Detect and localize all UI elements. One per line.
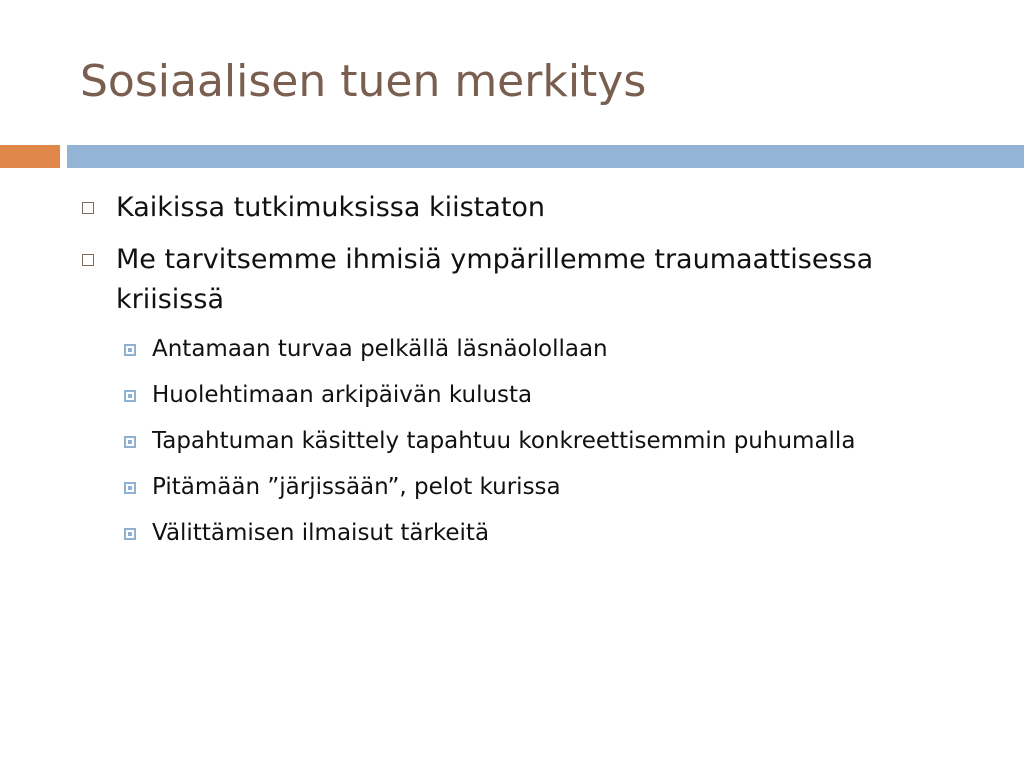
sub-bullet-text: Välittämisen ilmaisut tärkeitä [152,520,490,546]
sub-bullet-item [0,516,892,550]
sub-bullet-item [0,470,892,504]
boxed-square-icon [124,390,136,402]
sub-bullet-item [0,424,892,458]
boxed-square-icon [124,344,136,356]
sub-bullet-text: Pitämään ”järjissään”, pelot kurissa [152,474,561,500]
bullet-item [0,188,896,228]
sub-bullet-text: Tapahtuman käsittely tapahtuu konkreettisemmin puhumalla [152,428,856,454]
bullet-list [0,188,1024,562]
title-accent-bar [0,145,60,168]
sub-bullet-item [0,378,892,412]
sub-bullet-text: Antamaan turvaa pelkällä läsnäolollaan [152,336,608,362]
sub-bullet-text: Huolehtimaan arkipäivän kulusta [152,382,533,408]
boxed-square-icon [124,436,136,448]
bullet-text: Me tarvitsemme ihmisiä ympärillemme traumaattisessa kriisissä [116,244,874,315]
bullet-text: Kaikissa tutkimuksissa kiistaton [116,192,546,223]
sub-bullet-item [0,332,892,366]
title-underline-bar [67,145,1024,168]
boxed-square-icon [124,528,136,540]
hollow-square-icon [82,254,94,266]
slide-title: Sosiaalisen tuen merkitys [80,56,647,107]
hollow-square-icon [82,202,94,214]
bullet-item [0,240,896,320]
boxed-square-icon [124,482,136,494]
